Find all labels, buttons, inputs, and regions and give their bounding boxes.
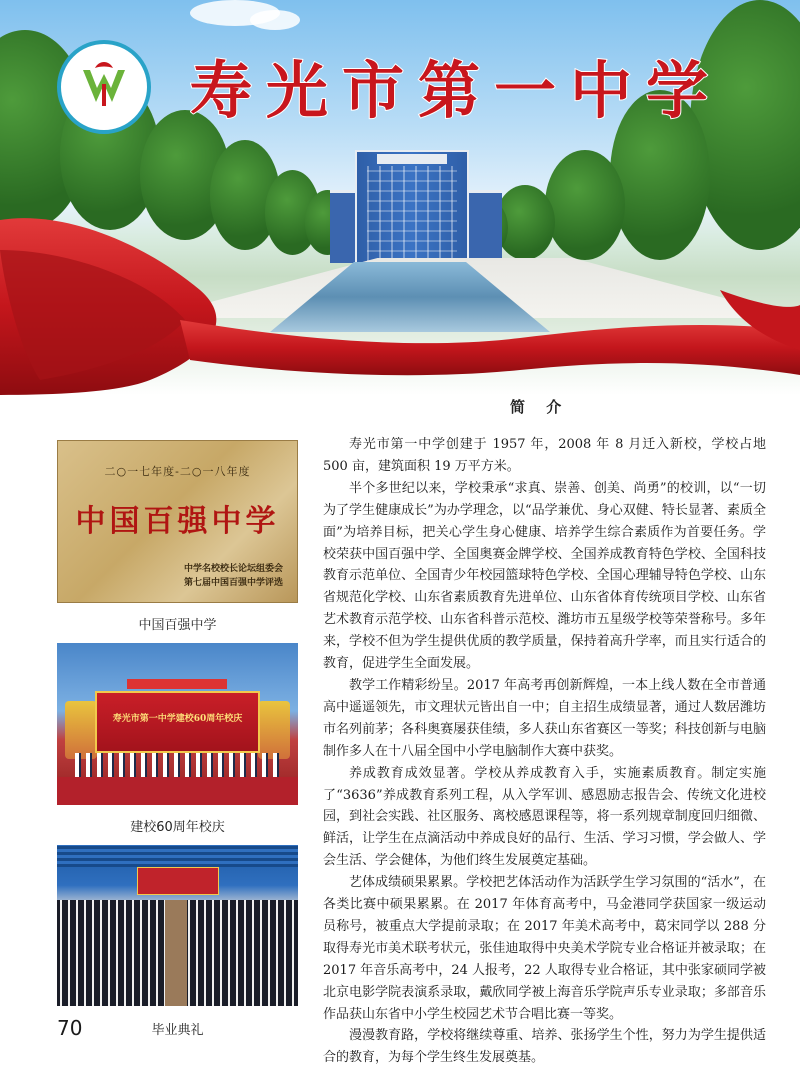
photo-caption: 中国百强中学 — [138, 618, 217, 633]
stage-side-panel — [65, 701, 97, 759]
building-sign — [377, 154, 447, 164]
paragraph: 漫漫教育路，学校将继续尊重、培养、张扬学生个性，努力为学生提供适合的教育，为每个学生终生发展奠基。 — [323, 1028, 766, 1066]
stage-screen-text: 寿光市第一中学建校60周年校庆 — [112, 714, 243, 724]
stage-floor — [57, 777, 298, 805]
paragraph: 半个多世纪以来，学校秉承“求真、崇善、创美、尚勇”的校训，以“一切为了学生健康成长”为办学理念，以“品学兼优、身心双健、特长显著、素质全面”为培养目标，把关心学生身心健康、培养学生综合素质作为首要任务。学校荣获中国百强中学、全国奥赛金牌学校、全国养成教育特色学校、全国科技教育示范单位、全国青少年校园篮球特色学校、全国心理辅导特色学校、山东省规范化学校、山东省素质教育先进单位、山东省体育传统项目学校、山东省艺术教育示范学校、山东省科普示范校、潍坊市五星级学校等荣誉称号。多年来，学校不但为学生提供优质的教学质量，保持着高升学率，而且实行适合的教育，促进学生全面发展。 — [323, 480, 766, 672]
red-ribbon — [0, 210, 800, 395]
logo-emblem-icon — [61, 44, 147, 130]
graduation-photo — [57, 845, 298, 1006]
introduction-article — [323, 434, 766, 1069]
hall-stands — [57, 845, 298, 867]
paragraph: 寿光市第一中学创建于 1957 年，2008 年 8 月迁入新校，学校占地 500 亩，建筑面积 19 万平方米。 — [323, 437, 766, 474]
page-number: 70 — [57, 1016, 83, 1040]
paragraph: 养成教育成效显著。学校从养成教育入手，实施素质教育。制定实施了“3636”养成教育系列工程，从入学军训、感恩励志报告会、传统文化进校园，到社会实践、社区服务、离校感恩课程等，将一系列规章制度回归细微、鲜活，让学生在点滴活动中养成良好的品行、生活、学习习惯，学会做人、学会生活、学会健体，为他们终生发展奠定基础。 — [323, 765, 766, 869]
school-logo — [57, 40, 151, 134]
performers — [75, 753, 280, 777]
stage-screen — [95, 691, 260, 753]
photo-caption: 毕业典礼 — [151, 1023, 204, 1038]
section-heading: 简 介 — [510, 398, 570, 416]
hall-stage — [137, 867, 219, 895]
plaque-organizer: 第七届中国百强中学评选 — [183, 578, 283, 588]
cloud — [250, 10, 300, 30]
photo-caption: 建校60周年校庆 — [130, 820, 225, 835]
plaque-organizer: 中学名校校长论坛组委会 — [183, 564, 283, 574]
honor-plaque-photo — [57, 440, 298, 603]
stage-banner — [127, 679, 227, 689]
school-title-text: 寿光市第一中学 — [190, 54, 723, 127]
hall-aisle — [165, 900, 187, 1006]
plaque-title: 中国百强中学 — [75, 504, 280, 539]
stage-side-panel — [258, 701, 290, 759]
school-title — [190, 50, 730, 130]
plaque-year: 二○一七年度-二○一八年度 — [104, 465, 251, 478]
anniversary-photo — [57, 643, 298, 805]
paragraph: 教学工作精彩纷呈。2017 年高考再创新辉煌，一本上线人数在全市普通高中遥遥领先，市文理状元皆出自一中；自主招生成绩显著，通过人数居潍坊市名列前茅；各科奥赛屡获佳绩，多人获山东省赛区一等奖；科技创新与电脑制作多人在十八届全国中小学电脑制作大赛中获奖。 — [323, 677, 766, 759]
paragraph: 艺体成绩硕果累累。学校把艺体活动作为活跃学生学习氛围的“活水”，在各类比赛中硕果累累。在 2017 年体育高考中，马金港同学获国家一级运动员称号，被重点大学提前录取；在 2017 年美术高考中，葛宋同学以 288 分取得寿光市美术联考状元，张佳迪取得中央美术学院专业合格证并被录取；在 2017 年音乐高考中，24 人报考，22 人取得专业合格证，其中张家硕同学被北京电影学院表演系录取，戴欣同学被上海音乐学院声乐专业录取；多部音乐作品获山东省中小学生校园艺术节合唱比赛一等奖。 — [323, 875, 766, 1022]
hero-banner — [0, 0, 800, 395]
